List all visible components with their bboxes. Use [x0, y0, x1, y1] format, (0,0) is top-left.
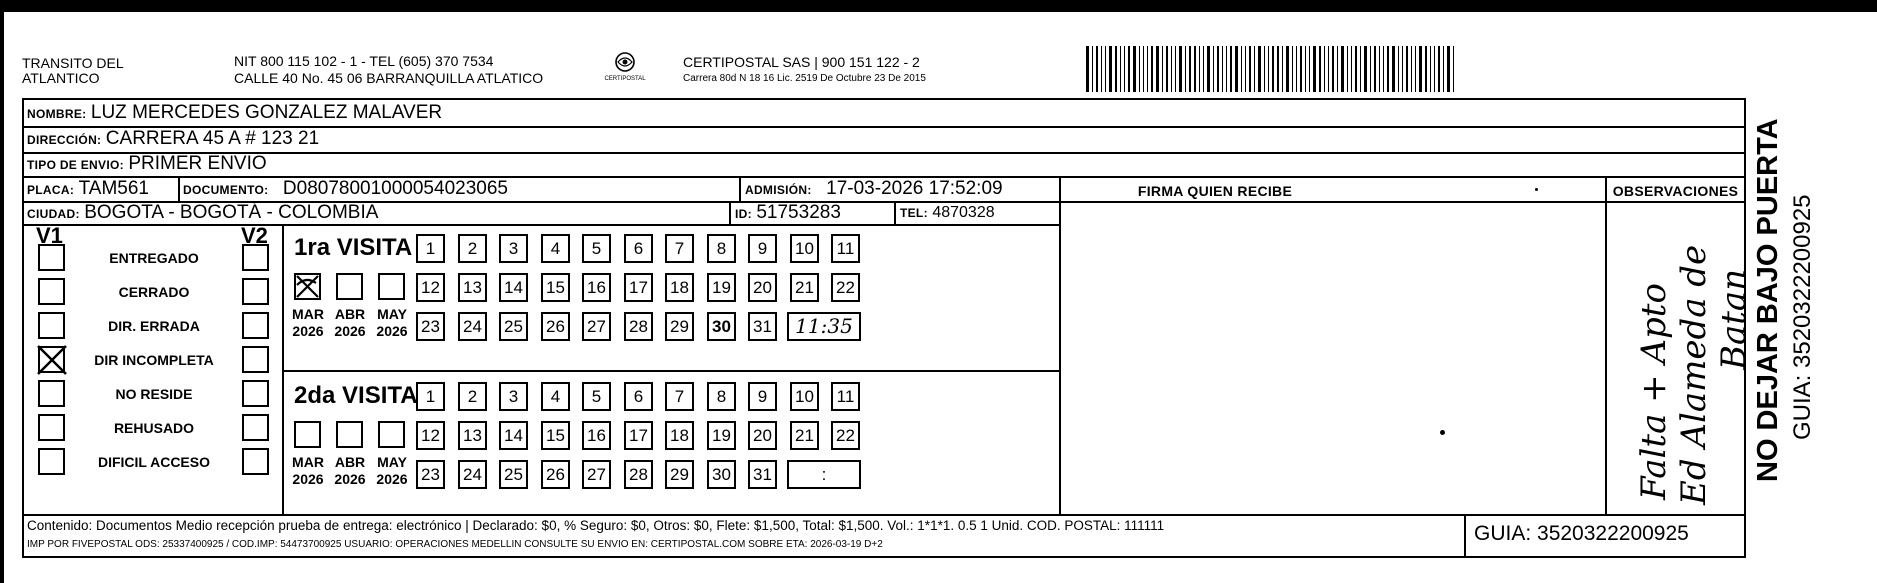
day-box[interactable]: 15: [541, 273, 570, 302]
day-box[interactable]: 18: [665, 421, 694, 450]
day-box[interactable]: 19: [707, 421, 736, 450]
month-checkbox[interactable]: [294, 273, 321, 300]
scan-edge-left: [0, 0, 4, 583]
v1-label: V1: [36, 223, 63, 248]
status-label: DIR INCOMPLETA: [94, 352, 214, 368]
month-checkbox[interactable]: [378, 421, 405, 448]
v1-checkbox[interactable]: [38, 414, 65, 441]
day-box[interactable]: 7: [665, 382, 694, 411]
plate: TAM561: [78, 178, 149, 199]
day-box[interactable]: 16: [582, 273, 611, 302]
month-label: [328, 306, 372, 340]
day-box[interactable]: 21: [790, 421, 819, 450]
courier-info: [683, 55, 926, 85]
day-box[interactable]: 22: [831, 421, 860, 450]
month-name: MAR: [292, 454, 324, 470]
name-label: NOMBRE:: [27, 107, 87, 121]
day-box[interactable]: 29: [665, 460, 694, 489]
sender-address: CALLE 40 No. 45 06 BARRANQUILLA ATLATICO: [234, 70, 544, 86]
day-box[interactable]: 14: [499, 421, 528, 450]
month-year: 2026: [376, 323, 408, 339]
v1-checkbox[interactable]: [38, 312, 65, 339]
day-box[interactable]: 1: [416, 234, 445, 263]
status-label: CERRADO: [118, 284, 190, 300]
day-box[interactable]: 10: [790, 234, 819, 263]
status-label: DIR. ERRADA: [108, 318, 200, 334]
day-box[interactable]: 30: [707, 460, 736, 489]
v1-checkbox[interactable]: [38, 380, 65, 407]
day-box[interactable]: 7: [665, 234, 694, 263]
day-box[interactable]: 4: [541, 382, 570, 411]
tel-cell: [900, 203, 995, 223]
status-label: ENTREGADO: [109, 250, 199, 266]
side-guia: GUIA: 3520322200925: [1789, 194, 1816, 440]
day-box[interactable]: 28: [624, 460, 653, 489]
day-box[interactable]: 12: [416, 273, 445, 302]
side-warning: NO DEJAR BAJO PUERTA: [1752, 118, 1784, 482]
courier-address: Carrera 80d N 18 16 Lic. 2519 De Octubre 23 De 2015: [683, 73, 926, 84]
address-label: DIRECCIÓN:: [27, 133, 102, 147]
sender-org: [22, 56, 124, 86]
day-box[interactable]: 20: [748, 421, 777, 450]
day-box[interactable]: 5: [582, 382, 611, 411]
admission-label: ADMISIÓN:: [745, 183, 812, 197]
day-box[interactable]: 1: [416, 382, 445, 411]
admission-cell: [745, 179, 1003, 200]
day-box[interactable]: 4: [541, 234, 570, 263]
day-box[interactable]: 17: [624, 273, 653, 302]
send-type-label: TIPO DE ENVIO:: [27, 158, 124, 172]
v2-checkbox[interactable]: [242, 312, 269, 339]
month-name: MAR: [292, 306, 324, 322]
name-row: [27, 103, 442, 124]
month-label: [286, 454, 330, 488]
day-box[interactable]: 3: [499, 382, 528, 411]
status-label: DIFICIL ACCESO: [97, 454, 210, 470]
v1-checkbox[interactable]: [38, 278, 65, 305]
month-year: 2026: [292, 471, 324, 487]
month-checkbox[interactable]: [294, 421, 321, 448]
day-box[interactable]: 8: [707, 234, 736, 263]
day-box[interactable]: 5: [582, 234, 611, 263]
day-box[interactable]: 18: [665, 273, 694, 302]
day-box[interactable]: 30: [707, 312, 736, 341]
send-type-row: [27, 154, 267, 175]
certipostal-logo: [603, 50, 647, 86]
day-box[interactable]: 6: [624, 234, 653, 263]
day-box[interactable]: 2: [458, 234, 487, 263]
day-box[interactable]: 9: [748, 234, 777, 263]
tel-label: TEL:: [900, 206, 928, 220]
day-box[interactable]: 28: [624, 312, 653, 341]
month-name: MAY: [377, 454, 407, 470]
id-label: ID:: [735, 207, 752, 221]
day-box[interactable]: 2: [458, 382, 487, 411]
id-cell: [735, 203, 841, 224]
v1-checkbox[interactable]: [38, 244, 65, 271]
month-name: MAY: [377, 306, 407, 322]
day-box[interactable]: 26: [541, 460, 570, 489]
footer-content: Contenido: Documentos Medio recepción prueba de entrega: electrónico | Declarado: $0, % Seguro: $0, Otros: $0, Flete: $1,500, Total: $1,500. Vol.: 1*1*1. 0.5 1 Unid. COD. POSTAL: 111111: [27, 518, 1165, 533]
observations-header: OBSERVACIONES: [1612, 183, 1739, 199]
day-box[interactable]: 24: [458, 312, 487, 341]
admission-date: 17-03-2026 17:52:09: [826, 178, 1003, 199]
day-box[interactable]: 16: [582, 421, 611, 450]
v2-checkbox[interactable]: [242, 448, 269, 475]
city: BOGOTA - BOGOTÁ - COLOMBIA: [84, 202, 379, 223]
observation-line3: Batan: [1714, 268, 1754, 370]
v2-checkbox[interactable]: [242, 414, 269, 441]
footer-sub: IMP POR FIVEPOSTAL ODS: 25337400925 / COD.IMP: 54473700925 USUARIO: OPERACIONES MEDELLIN CONSULTE SU ENVIO EN: CERTIPOSTAL.COM SOBRE ETA: 2026-03-19 D+2: [27, 539, 883, 550]
plate-label: PLACA:: [27, 183, 75, 197]
city-cell: [27, 203, 378, 224]
day-box[interactable]: 29: [665, 312, 694, 341]
v2-checkbox[interactable]: [242, 244, 269, 271]
v2-checkbox[interactable]: [242, 278, 269, 305]
day-box[interactable]: 27: [582, 460, 611, 489]
day-box[interactable]: 19: [707, 273, 736, 302]
day-box[interactable]: 6: [624, 382, 653, 411]
signature-header: FIRMA QUIEN RECIBE: [1137, 183, 1293, 199]
sender-nit: NIT 800 115 102 - 1 - TEL (605) 370 7534: [234, 53, 494, 69]
day-box[interactable]: 8: [707, 382, 736, 411]
month-year: 2026: [334, 323, 366, 339]
recipient-address: CARRERA 45 A # 123 21: [105, 128, 320, 149]
second-visit-title: 2da VISITA: [294, 382, 418, 409]
pen-mark: [1440, 430, 1445, 435]
pen-mark: [1535, 188, 1538, 191]
day-box[interactable]: 26: [541, 312, 570, 341]
guia-number: GUIA: 3520322200925: [1474, 522, 1689, 545]
day-box[interactable]: 25: [499, 312, 528, 341]
day-box[interactable]: 31: [748, 312, 777, 341]
month-year: 2026: [334, 471, 366, 487]
day-box[interactable]: 9: [748, 382, 777, 411]
month-checkbox[interactable]: [378, 273, 405, 300]
day-box[interactable]: 15: [541, 421, 570, 450]
month-label: [286, 306, 330, 340]
month-checkbox[interactable]: [336, 273, 363, 300]
month-year: 2026: [292, 323, 324, 339]
day-box[interactable]: 25: [499, 460, 528, 489]
day-box[interactable]: 23: [416, 460, 445, 489]
day-box[interactable]: 21: [790, 273, 819, 302]
month-name: ABR: [334, 306, 366, 322]
day-box[interactable]: 13: [458, 421, 487, 450]
first-visit-title: 1ra VISITA: [294, 234, 413, 261]
day-box[interactable]: 24: [458, 460, 487, 489]
document-label: DOCUMENTO:: [183, 183, 269, 197]
v2-checkbox[interactable]: [242, 346, 269, 373]
document-number: D08078001000054023065: [282, 178, 508, 199]
send-type: PRIMER ENVIO: [128, 153, 267, 174]
day-box[interactable]: 23: [416, 312, 445, 341]
status-label: REHUSADO: [113, 420, 195, 436]
observation-line2: Ed Alameda de: [1674, 244, 1714, 505]
day-box[interactable]: 22: [831, 273, 860, 302]
document-cell: [183, 179, 508, 200]
day-box[interactable]: 11: [831, 382, 860, 411]
sender-info: [234, 54, 543, 86]
day-box[interactable]: 13: [458, 273, 487, 302]
recipient-name: LUZ MERCEDES GONZALEZ MALAVER: [90, 102, 443, 123]
day-box[interactable]: 3: [499, 234, 528, 263]
recipient-id: 51753283: [756, 202, 841, 223]
tel: 4870328: [932, 204, 995, 221]
barcode: [1086, 46, 1620, 92]
day-box[interactable]: 27: [582, 312, 611, 341]
day-box[interactable]: 17: [624, 421, 653, 450]
month-label: [328, 454, 372, 488]
address-row: [27, 129, 319, 150]
day-box[interactable]: 11: [831, 234, 860, 263]
day-box[interactable]: 12: [416, 421, 445, 450]
logo-text: CERTIPOSTAL: [604, 76, 646, 82]
month-label: [370, 454, 414, 488]
status-label: NO RESIDE: [115, 386, 193, 402]
sender-org-line1: TRANSITO DEL: [22, 55, 124, 71]
time-box[interactable]: 11:35: [787, 312, 861, 341]
month-checkbox[interactable]: [336, 421, 363, 448]
city-label: CIUDAD:: [27, 207, 80, 221]
day-box[interactable]: 10: [790, 382, 819, 411]
time-box[interactable]: :: [787, 460, 861, 489]
courier-name: CERTIPOSTAL SAS | 900 151 122 - 2: [683, 54, 920, 70]
plate-cell: [27, 179, 149, 200]
observation-line1: Falta + Apto: [1634, 283, 1674, 500]
day-box[interactable]: 14: [499, 273, 528, 302]
month-name: ABR: [334, 454, 366, 470]
v1-checkbox[interactable]: [38, 346, 65, 373]
scan-edge-top: [0, 0, 1877, 12]
v1-checkbox[interactable]: [38, 448, 65, 475]
month-label: [370, 306, 414, 340]
month-year: 2026: [376, 471, 408, 487]
sender-org-line2: ATLANTICO: [22, 70, 100, 86]
label-frame: [22, 98, 1754, 558]
day-box[interactable]: 20: [748, 273, 777, 302]
v2-label: V2: [241, 223, 268, 248]
day-box[interactable]: 31: [748, 460, 777, 489]
v2-checkbox[interactable]: [242, 380, 269, 407]
